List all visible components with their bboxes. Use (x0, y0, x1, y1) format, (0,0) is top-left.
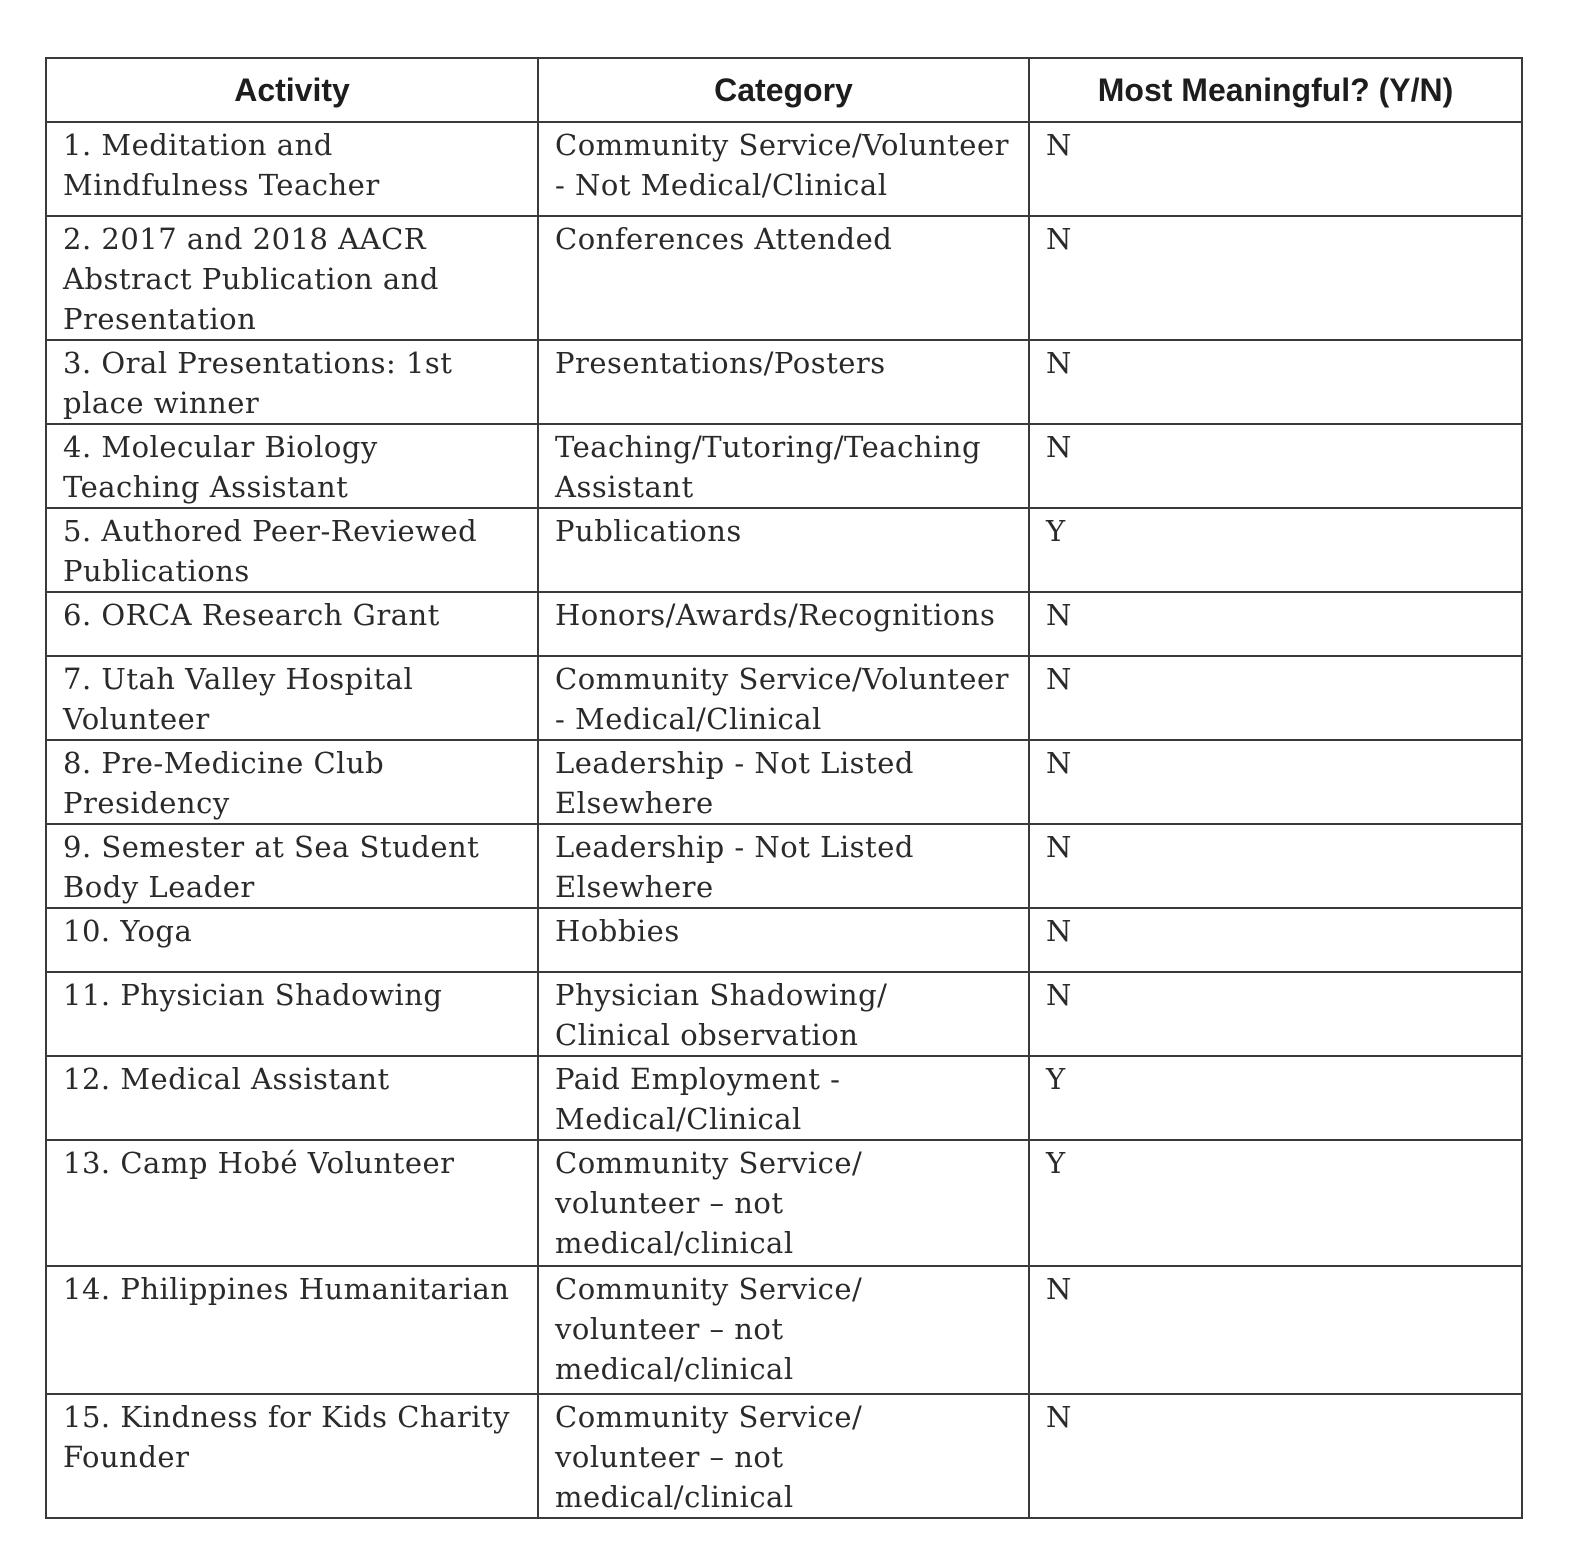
table-row (46, 216, 1522, 340)
meaningful-cell: N (1029, 656, 1522, 740)
activity-cell: 4. Molecular Biology Teaching Assistant (46, 424, 538, 508)
meaningful-cell: N (1029, 1266, 1522, 1394)
category-cell: Conferences Attended (538, 216, 1029, 340)
category-cell: Community Service/ volunteer – not medical/clinical (538, 1140, 1029, 1266)
activity-cell: 3. Oral Presentations: 1st place winner (46, 340, 538, 424)
meaningful-cell: Y (1029, 1056, 1522, 1140)
activity-cell: 9. Semester at Sea Student Body Leader (46, 824, 538, 908)
activity-cell: 14. Philippines Humanitarian (46, 1266, 538, 1394)
meaningful-cell: N (1029, 216, 1522, 340)
category-cell: Leadership - Not Listed Elsewhere (538, 824, 1029, 908)
table-row (46, 972, 1522, 1056)
meaningful-cell: N (1029, 908, 1522, 972)
meaningful-cell: N (1029, 122, 1522, 216)
table-row (46, 424, 1522, 508)
category-cell: Hobbies (538, 908, 1029, 972)
category-cell: Presentations/Posters (538, 340, 1029, 424)
category-cell: Paid Employment - Medical/Clinical (538, 1056, 1029, 1140)
table-row (46, 592, 1522, 656)
category-cell: Physician Shadowing/ Clinical observation (538, 972, 1029, 1056)
category-cell: Community Service/Volunteer - Not Medical/Clinical (538, 122, 1029, 216)
table-row (46, 340, 1522, 424)
meaningful-cell: Y (1029, 508, 1522, 592)
meaningful-cell: N (1029, 424, 1522, 508)
category-cell: Honors/Awards/Recognitions (538, 592, 1029, 656)
category-cell: Leadership - Not Listed Elsewhere (538, 740, 1029, 824)
meaningful-cell: N (1029, 740, 1522, 824)
meaningful-cell: N (1029, 1394, 1522, 1518)
activity-cell: 13. Camp Hobé Volunteer (46, 1140, 538, 1266)
meaningful-cell: N (1029, 972, 1522, 1056)
table-row (46, 908, 1522, 972)
activity-cell: 6. ORCA Research Grant (46, 592, 538, 656)
header-category: Category (538, 58, 1029, 122)
activity-cell: 5. Authored Peer-Reviewed Publications (46, 508, 538, 592)
activity-cell: 2. 2017 and 2018 AACR Abstract Publication and Presentation (46, 216, 538, 340)
table-row (46, 508, 1522, 592)
activity-cell: 1. Meditation and Mindfulness Teacher (46, 122, 538, 216)
meaningful-cell: N (1029, 592, 1522, 656)
meaningful-cell: N (1029, 824, 1522, 908)
activity-cell: 15. Kindness for Kids Charity Founder (46, 1394, 538, 1518)
table-row (46, 1266, 1522, 1394)
activity-cell: 10. Yoga (46, 908, 538, 972)
table-row (46, 824, 1522, 908)
header-activity: Activity (46, 58, 538, 122)
header-most-meaningful: Most Meaningful? (Y/N) (1029, 58, 1522, 122)
table-row (46, 1140, 1522, 1266)
activity-cell: 11. Physician Shadowing (46, 972, 538, 1056)
table-header-row (46, 58, 1522, 122)
category-cell: Community Service/ volunteer – not medical/clinical (538, 1266, 1029, 1394)
activities-table (45, 57, 1523, 1519)
table-row (46, 740, 1522, 824)
table-row (46, 1394, 1522, 1518)
table-row (46, 656, 1522, 740)
activity-cell: 8. Pre-Medicine Club Presidency (46, 740, 538, 824)
table-row (46, 1056, 1522, 1140)
category-cell: Publications (538, 508, 1029, 592)
table-row (46, 122, 1522, 216)
activity-cell: 7. Utah Valley Hospital Volunteer (46, 656, 538, 740)
category-cell: Teaching/Tutoring/Teaching Assistant (538, 424, 1029, 508)
meaningful-cell: N (1029, 340, 1522, 424)
meaningful-cell: Y (1029, 1140, 1522, 1266)
activity-cell: 12. Medical Assistant (46, 1056, 538, 1140)
category-cell: Community Service/Volunteer - Medical/Clinical (538, 656, 1029, 740)
category-cell: Community Service/ volunteer – not medical/clinical (538, 1394, 1029, 1518)
